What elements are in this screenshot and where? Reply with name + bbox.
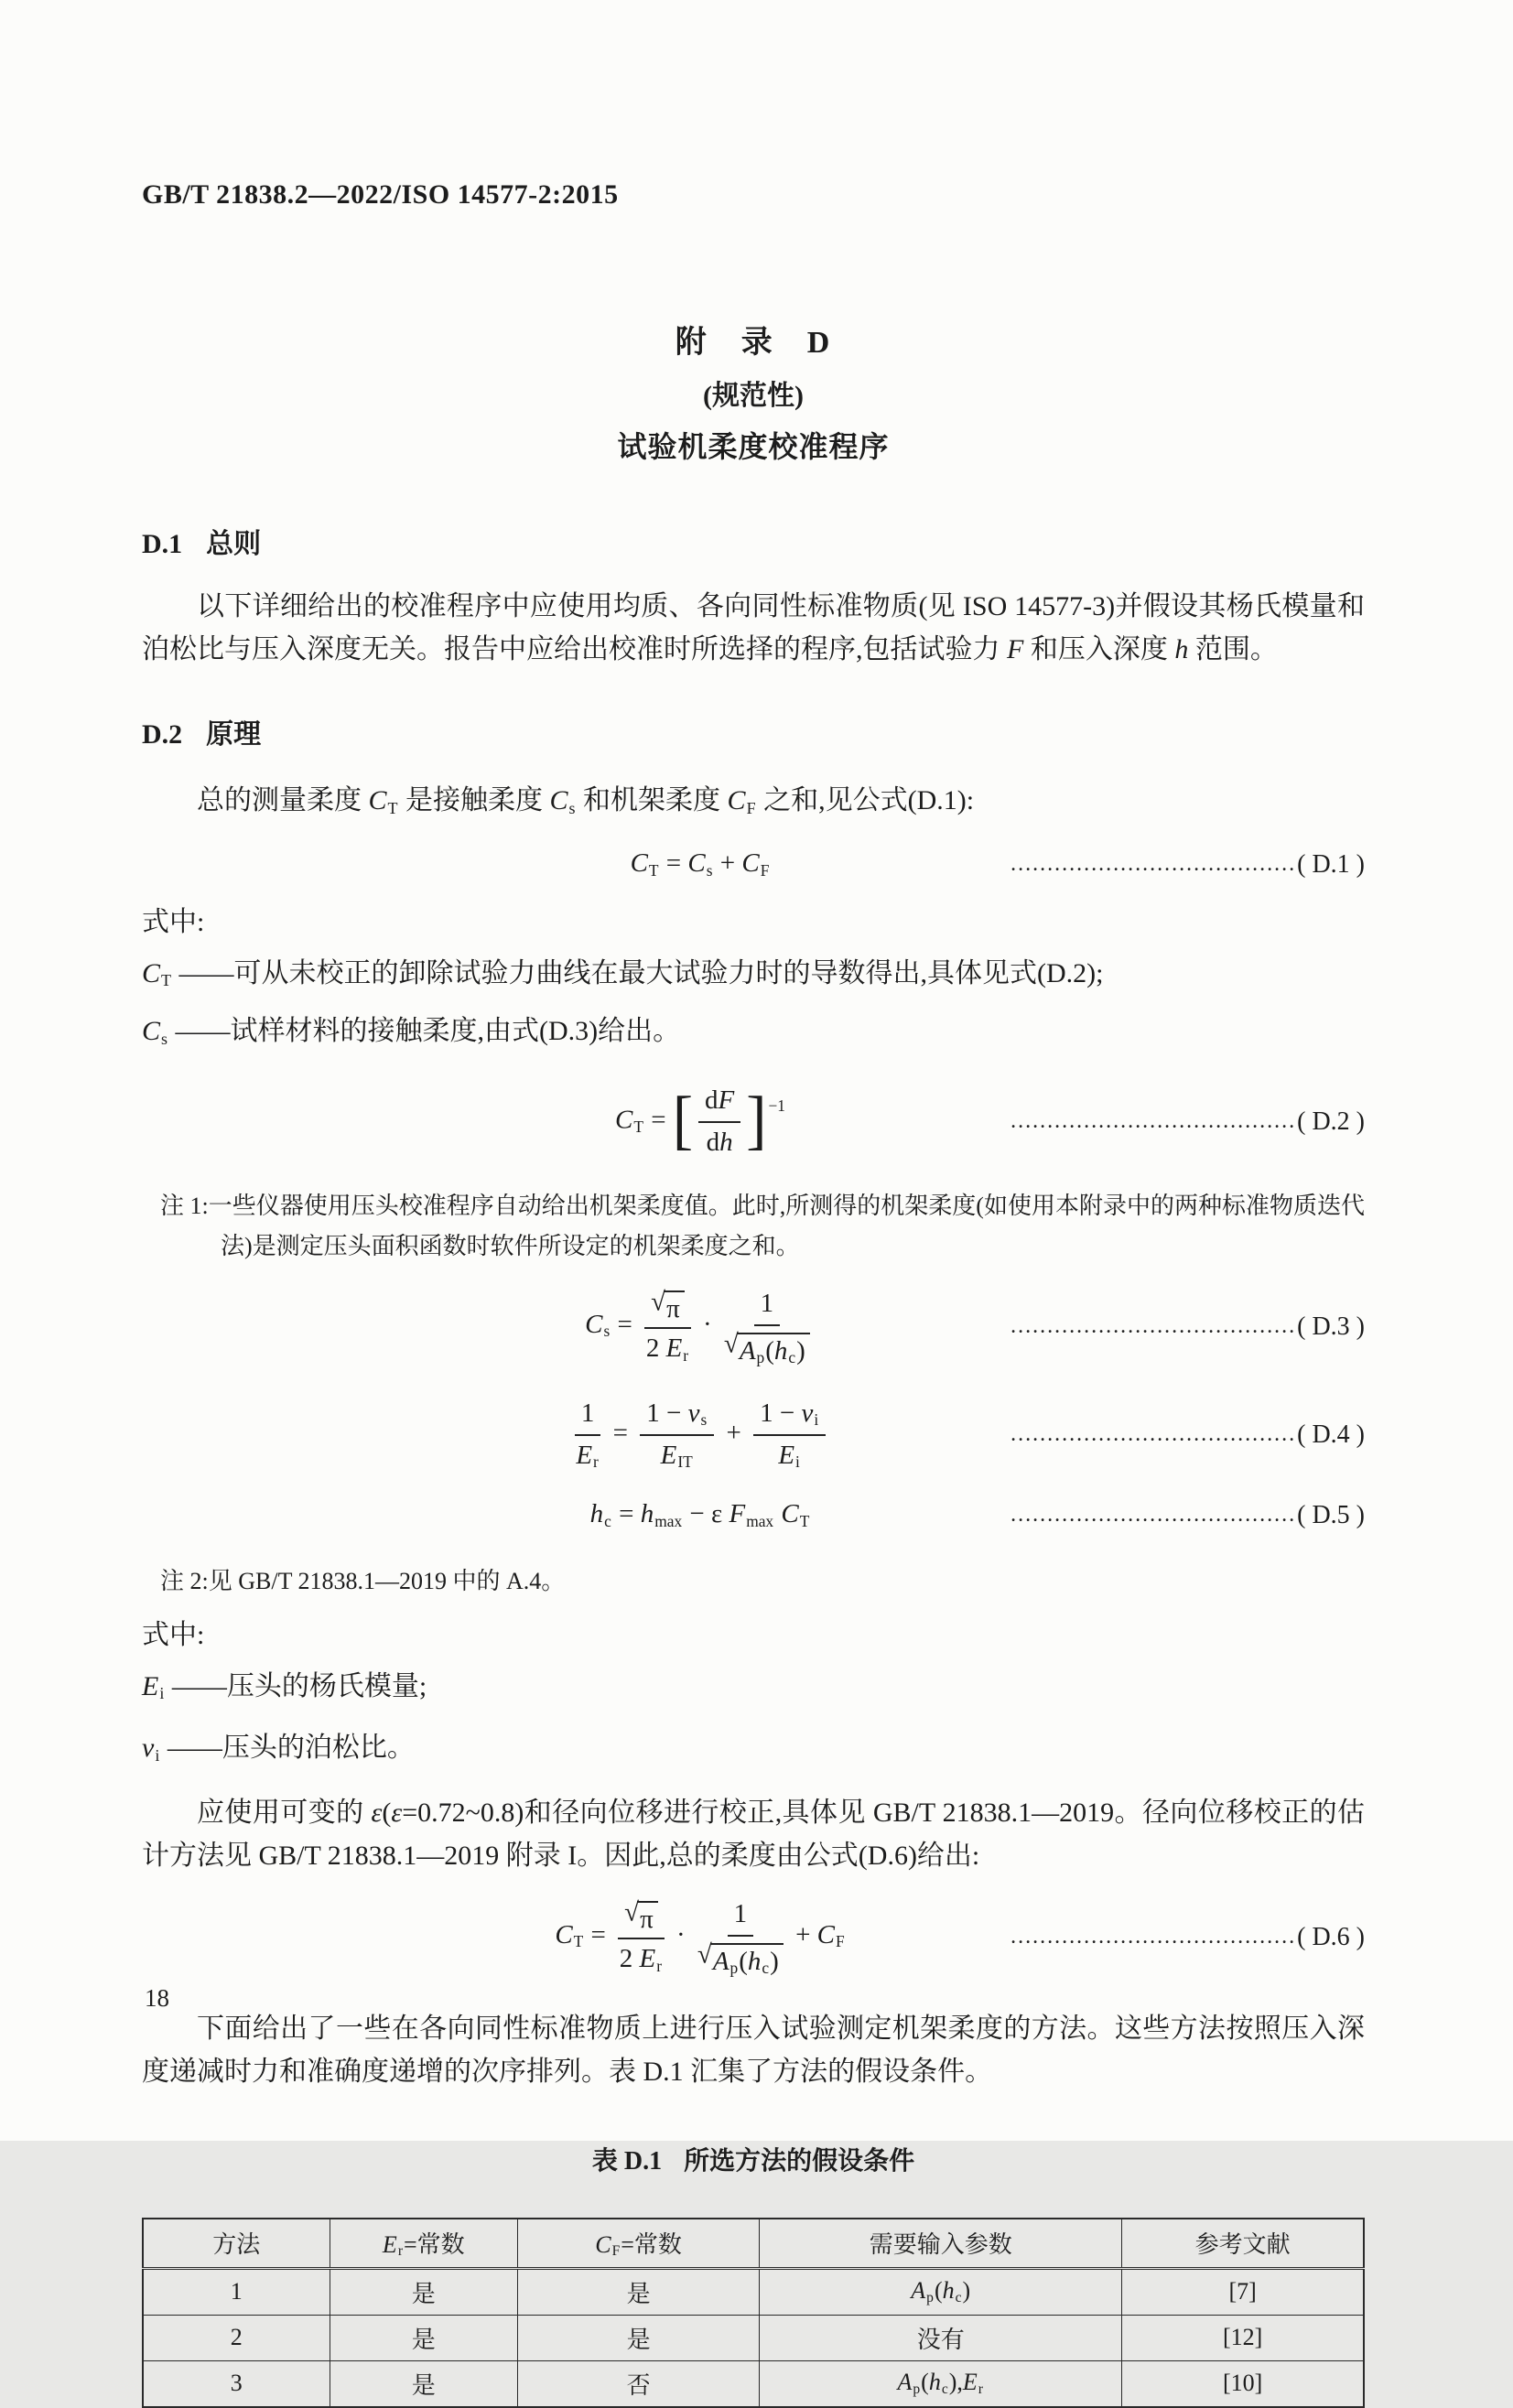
section-number: D.2 [142,719,183,750]
note-1: 注 1:一些仪器使用压头校准程序自动给出机架柔度值。此时,所测得的机架柔度(如使用本附录中的两种标准物质迭代法)是测定压头面积函数时软件所设定的机架柔度之和。 [160,1192,1365,1259]
section-heading-d2 [142,711,1365,751]
formula-d4 [142,1389,1365,1481]
table-cell: 2 [143,2315,330,2360]
table-row [143,2315,1364,2360]
paragraph-d1-body: 以下详细给出的校准程序中应使用均质、各向同性标准物质(见 ISO 14577-3)并假设其杨氏模量和泊松比与压入深度无关。报告中应给出校准时所选择的程序,包括试验力 F 和压入深度 h 范围。 [142,591,1365,664]
page-number: 18 [145,1984,169,2012]
table-cell: 是 [518,2268,760,2315]
table-header-cell: 参考文献 [1122,2219,1364,2269]
leader-dots: ………………………………… [1010,1421,1296,1446]
equation-number: ( D.3 ) [1297,1312,1365,1341]
leader-dots: ………………………………… [1010,851,1296,876]
equation-number: ( D.1 ) [1297,849,1365,879]
leader-dots: ………………………………… [1010,1313,1296,1338]
table-header-row [143,2219,1364,2269]
table-cell: Ap(hc),Er [760,2360,1122,2407]
definition-vi: νi ——压头的泊松比。 [142,1733,415,1765]
table-cell: 是 [330,2360,517,2407]
formula-d2 [142,1076,1365,1168]
section-number: D.1 [142,529,183,559]
where-label-2: 式中: [142,1619,205,1650]
page-content [142,0,1365,2408]
table-d1-title [142,2141,1365,2177]
table-cell: 是 [330,2268,517,2315]
formula-d5-math: hc = hmax − ε Fmax CT [589,1499,810,1530]
paragraph-closing: 下面给出了一些在各向同性标准物质上进行压入试验测定机架柔度的方法。这些方法按照压入深度递减时力和准确度递增的次序排列。表 D.1 汇集了方法的假设条件。 [142,2013,1365,2087]
definition-cs: Cs ——试样材料的接触柔度,由式(D.3)给出。 [142,1016,681,1048]
table-cell: 1 [143,2268,330,2315]
section-heading-d1 [142,521,1365,561]
definition-ei: Ei ——压头的杨氏模量; [142,1670,427,1702]
equation-number: ( D.2 ) [1297,1107,1365,1136]
table-cell: [7] [1122,2268,1364,2315]
table-cell: 没有 [760,2315,1122,2360]
annex-title-block [142,317,1365,466]
table-cell: [10] [1122,2360,1364,2407]
formula-d3 [142,1276,1365,1378]
table-header-cell: Er=常数 [330,2219,517,2269]
formula-d2-math: CT = [ $\frac{dF}{dh}$ ] $^{-1}$ [615,1085,785,1158]
table-cell: Ap(hc) [760,2268,1122,2315]
table-header-cell: CF=常数 [518,2219,760,2269]
table-row [143,2268,1364,2315]
paragraph-epsilon: 应使用可变的 ε(ε=0.72~0.8)和径向位移进行校正,具体见 GB/T 21838.1—2019。径向位移校正的估计方法见 GB/T 21838.1—2019 附录 I。因此,总的柔度由公式(D.6)给出: [142,1797,1365,1871]
formula-d6 [142,1886,1365,1989]
table-title-text: 所选方法的假设条件 [684,2146,915,2176]
table-cell: [12] [1122,2315,1364,2360]
annex-normative-label: (规范性) [703,381,804,411]
where-label-1: 式中: [142,906,205,937]
equation-number: ( D.5 ) [1297,1500,1365,1529]
formula-d5 [142,1492,1365,1539]
leader-dots: ………………………………… [1010,1108,1296,1133]
table-cell: 否 [518,2360,760,2407]
definition-ct: CT ——可从未校正的卸除试验力曲线在最大试验力时的导数得出,具体见式(D.2); [142,957,1104,989]
note-2: 注 2:见 GB/T 21838.1—2019 中的 A.4。 [160,1567,566,1594]
formula-d1-math: CT = Cs + CF [630,848,770,880]
section-title: 原理 [206,719,262,750]
annex-letter: 附 录 D [675,326,832,360]
formula-d1 [142,841,1365,889]
standard-number-header: GB/T 21838.2—2022/ISO 14577-2:2015 [142,179,619,210]
table-header-cell: 方法 [143,2219,330,2269]
formula-d4-math: $\frac{1}{Er}$ = $\frac{1 - \nu s}{\text{EIT}}$ + $\frac{1 - \nu i}{Ei}$ [569,1397,831,1473]
table-cell: 3 [143,2360,330,2407]
leader-dots: ………………………………… [1010,1502,1296,1527]
assumptions-table [142,2218,1365,2408]
paragraph-d2-intro: 总的测量柔度 CT 是接触柔度 Cs 和机架柔度 CF 之和,见公式(D.1): [197,785,975,817]
table-cell: 是 [330,2315,517,2360]
formula-d3-math: Cs = √ π 2 Er · 1 √ Ap(hc) [585,1287,816,1366]
table-row [143,2360,1364,2407]
section-title: 总则 [206,529,262,559]
table-number: 表 D.1 [591,2146,663,2176]
annex-subject-title: 试验机柔度校准程序 [617,430,890,463]
equation-number: ( D.6 ) [1297,1922,1365,1951]
table-cell: 是 [518,2315,760,2360]
table-header-cell: 需要输入参数 [760,2219,1122,2269]
leader-dots: ………………………………… [1010,1924,1296,1949]
formula-d6-math: CT = √ π 2 Er · 1 √ Ap(hc) + CF [555,1897,845,1977]
equation-number: ( D.4 ) [1297,1420,1365,1449]
